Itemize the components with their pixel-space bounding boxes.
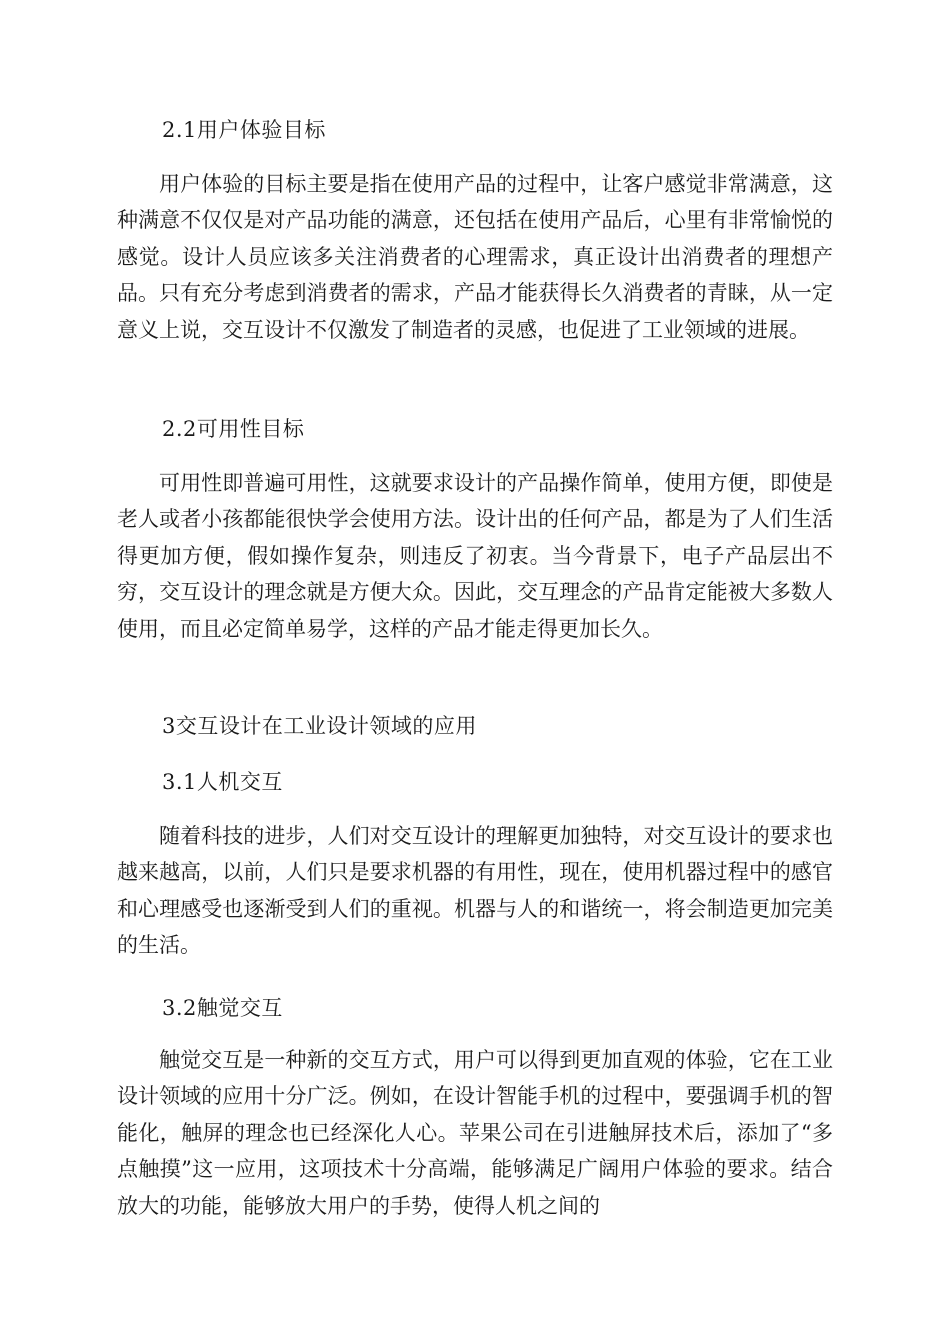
section-heading-3: 3交互设计在工业设计领域的应用 — [162, 714, 477, 738]
section-paragraph-3-2: 触觉交互是一种新的交互方式，用户可以得到更加直观的体验，它在工业设计领域的应用十分广泛。例如，在设计智能手机的过程中，要强调手机的智能化，触屏的理念也已经深化人心。苹果公司在引进触屏技术后，添加了“多点触摸”这一应用，这项技术十分高端，能够满足广阔用户体验的要求。结合放大的功能，能够放大用户的手势，使得人机之间的 — [117, 1048, 833, 1218]
section-heading-3-1: 3.1人机交互 — [162, 770, 283, 794]
section-paragraph-2-2: 可用性即普遍可用性，这就要求设计的产品操作简单，使用方便，即使是老人或者小孩都能很快学会使用方法。设计出的任何产品，都是为了人们生活得更加方便，假如操作复杂，则违反了初衷。当今背景下，电子产品层出不穷，交互设计的理念就是方便大众。因此，交互理念的产品肯定能被大多数人使用，而且必定简单易学，这样的产品才能走得更加长久。 — [117, 471, 833, 641]
section-paragraph-3-1: 随着科技的进步，人们对交互设计的理解更加独特，对交互设计的要求也越来越高，以前，人们只是要求机器的有用性，现在，使用机器过程中的感官和心理感受也逐渐受到人们的重视。机器与人的和谐统一，将会制造更加完美的生活。 — [117, 824, 833, 958]
section-heading-2-2: 2.2可用性目标 — [162, 417, 305, 441]
section-paragraph-2-1: 用户体验的目标主要是指在使用产品的过程中，让客户感觉非常满意，这种满意不仅仅是对产品功能的满意，还包括在使用产品后，心里有非常愉悦的感觉。设计人员应该多关注消费者的心理需求，真正设计出消费者的理想产品。只有充分考虑到消费者的需求，产品才能获得长久消费者的青睐，从一定意义上说，交互设计不仅激发了制造者的灵感，也促进了工业领域的进展。 — [117, 172, 833, 342]
section-heading-3-2: 3.2触觉交互 — [162, 996, 283, 1020]
section-heading-2-1: 2.1用户体验目标 — [162, 118, 326, 142]
